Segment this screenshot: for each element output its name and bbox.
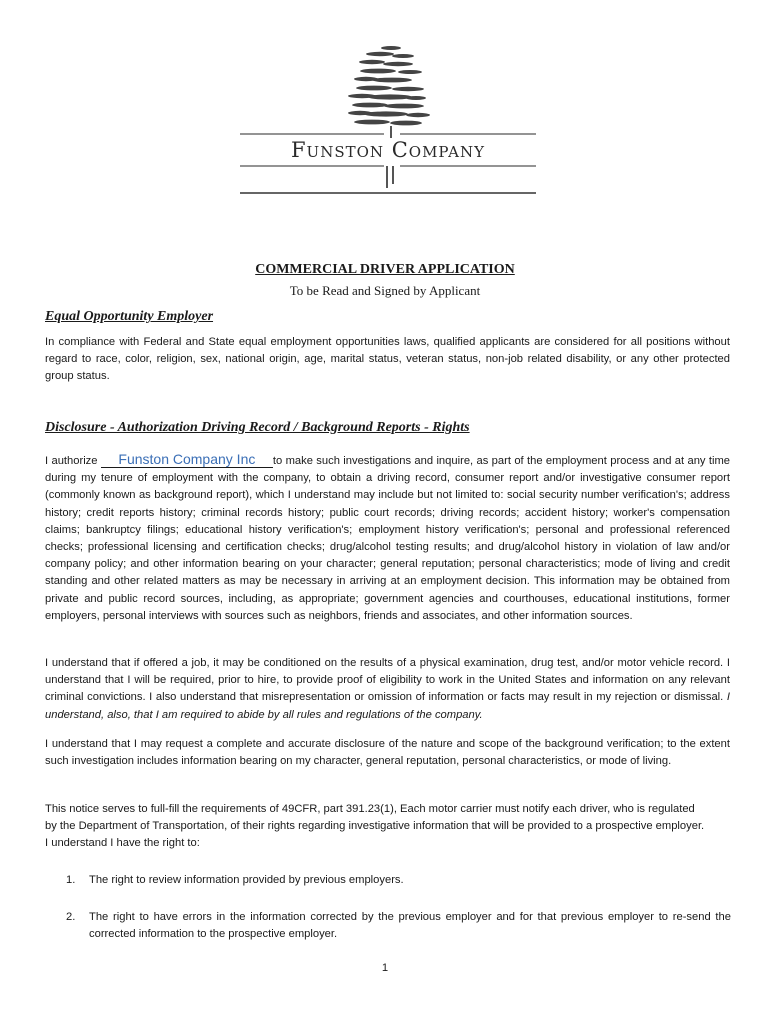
company-name: Funston Company (290, 138, 485, 162)
disclosure-heading: Disclosure - Authorization Driving Record / Background Reports - Rights (45, 420, 470, 435)
job-condition-text: I understand that if offered a job, it may be conditioned on the results of a physical examination, drug test, and/or motor vehicle record. I understand that I will be required, prior to hire, to provide proof of eligibility to work in the United States and information on any relevant criminal convictions. I also understand that misrepresentation or omission of information or facts may result in my rejection or dismissal. (45, 657, 730, 704)
equal-opportunity-text: In compliance with Federal and State equal employment opportunities laws, qualified applicants are considered for all positions without regard to race, color, religion, sex, national origin, age, marital status, veteran status, non-job related disability, or any other protected group status. (45, 336, 730, 383)
company-logo (240, 40, 536, 196)
page-subtitle: To be Read and Signed by Applicant (289, 283, 481, 298)
authorized-company-field[interactable]: Funston Company Inc (101, 451, 273, 468)
job-condition-italic: I understand, also, that I am required to abide by all rules and regulations of the company. (45, 691, 730, 721)
list-item (66, 909, 731, 943)
page-number: 1 (381, 962, 389, 974)
equal-opportunity-heading: Equal Opportunity Employer (45, 309, 214, 324)
list-number: 2. (66, 911, 76, 923)
list-item (66, 872, 731, 889)
list-number: 1. (66, 874, 76, 886)
list-text: The right to review information provided by previous employers. (89, 874, 404, 886)
job-condition-paragraph (45, 655, 730, 724)
authorize-suffix: to make such investigations and inquire, as part of the employment process and at any time during my tenure of employment with the company, to obtain a driving record, consumer report and/or investigative consumer report (commonly known as background report), which I understand may include but not limited to: social security number verification's; address history; credit reports history; criminal records history; public court records; driving records; accident history; worker's compensation claims; bankruptcy filings; educational history verification's; employment history verification's; personal and professional referenced checks; professional licensing and certification checks; drug/alcohol testing results; and drug/alcohol history in violation of law and/or company policy; and other information bearing on your character; general reputation; personal characteristics; mode of living and credit standing and other related matters as may be necessary in arriving at an employment decision. This information may be obtained from private and public record sources, including, as appropriate; government agencies and courthouses, educational institutions, former employers, personal interviews with sources such as neighbors, friends and associates, and other information sources. (45, 455, 731, 622)
tree-icon (348, 46, 430, 132)
authorize-prefix: I authorize (45, 455, 98, 467)
disclosure-request-paragraph: I understand that I may request a complete and accurate disclosure of the nature and scope of the background verification; to the extent such investigation includes information bearing on my character, general reputation, personal characteristics, or mode of living. (45, 738, 730, 768)
notice-paragraph: This notice serves to full-fill the requirements of 49CFR, part 391.23(1), Each motor carrier must notify each driver, who is regulated by the Department of Transportation, of their rights regarding investigative information that will be provided to a prospective employer. I understand I have the right to: (45, 803, 705, 850)
page-title: COMMERCIAL DRIVER APPLICATION (255, 262, 515, 277)
authorization-paragraph (45, 451, 730, 625)
list-text: The right to have errors in the information corrected by the previous employer and for that previous employer to re-send the corrected information to the prospective employer. (89, 911, 731, 941)
